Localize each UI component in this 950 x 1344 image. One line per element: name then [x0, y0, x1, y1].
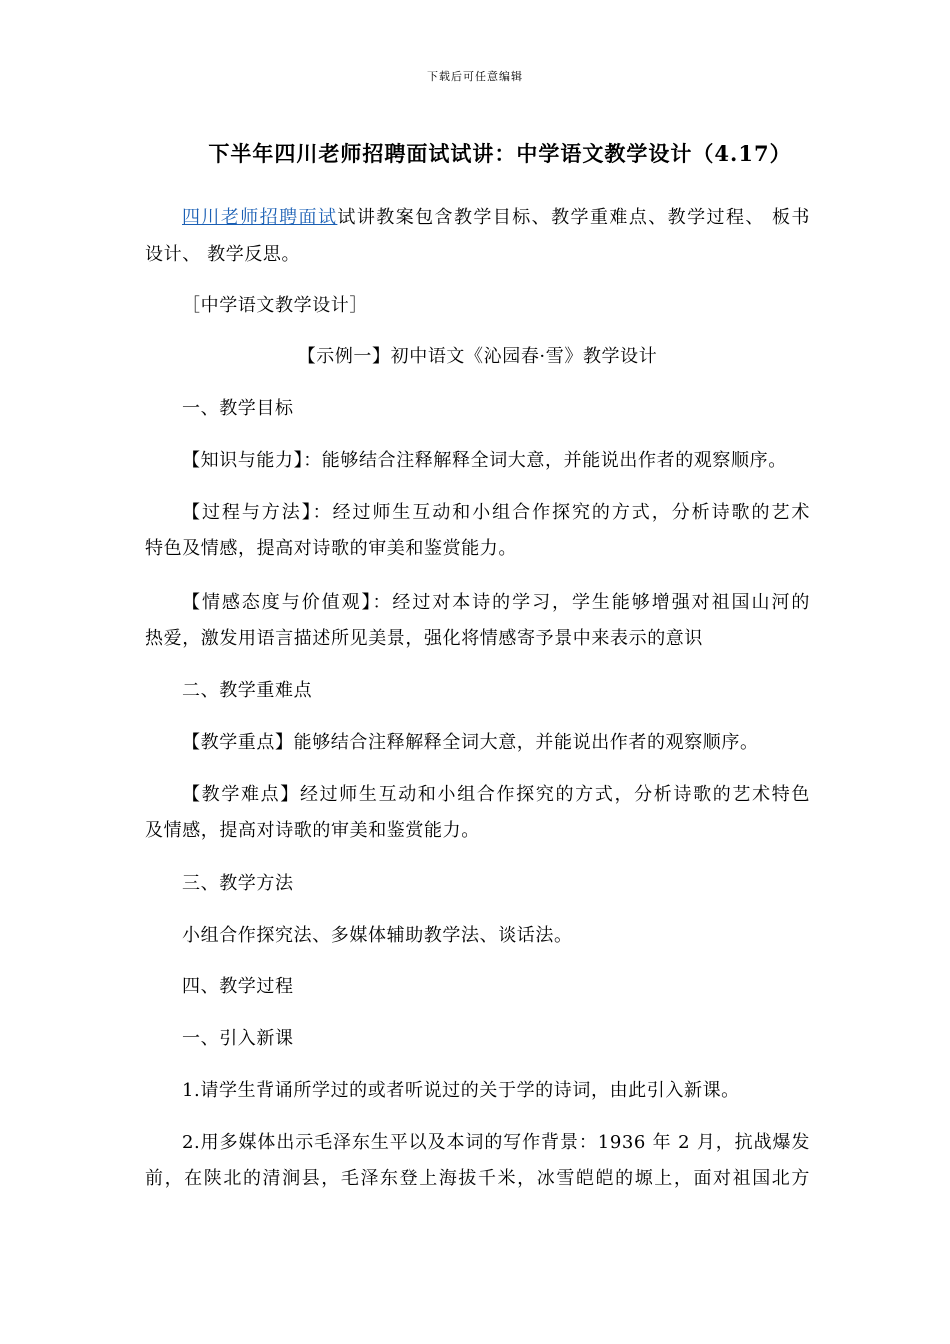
section-label: ［中学语文教学设计］: [182, 295, 368, 316]
goal-process-line-1: 【过程与方法】：经过师生互动和小组合作探究的方式，分析诗歌的艺术: [182, 502, 810, 523]
intro-paragraph-line-2: 设计、 教学反思。: [145, 244, 301, 265]
goal-emotion-line-1: 【情感态度与价值观】：经过对本诗的学习，学生能够增强对祖国山河的: [182, 592, 810, 613]
process-step-2-line-1: 2.用多媒体出示毛泽东生平以及本词的写作背景：1936 年 2 月，抗战爆发: [182, 1132, 810, 1153]
goal-emotion-line-2: 热爱，激发用语言描述所见美景，强化将情感寄予景中来表示的意识: [145, 628, 703, 649]
goal-process-line-2: 特色及情感，提高对诗歌的审美和鉴赏能力。: [145, 538, 517, 559]
recruitment-interview-link[interactable]: 四川老师招聘面试: [182, 207, 338, 228]
example-title: 【示例一】初中语文《沁园春·雪》教学设计: [297, 346, 658, 367]
process-heading: 四、教学过程: [182, 976, 294, 997]
methods-text: 小组合作探究法、多媒体辅助教学法、谈话法。: [182, 925, 573, 946]
goals-heading: 一、教学目标: [182, 398, 294, 419]
intro-text: 试讲教案包含教学目标、教学重难点、教学过程、 板书: [337, 207, 810, 228]
key-point-focus: 【教学重点】能够结合注释解释全词大意，并能说出作者的观察顺序。: [182, 732, 759, 753]
key-point-difficulty-line-1: 【教学难点】经过师生互动和小组合作探究的方式，分析诗歌的艺术特色: [182, 784, 810, 805]
page-header-note: 下载后可任意编辑: [427, 70, 523, 83]
document-title: 下半年四川老师招聘面试试讲：中学语文教学设计（4.17）: [208, 141, 792, 166]
process-sub-heading: 一、引入新课: [182, 1028, 294, 1049]
process-step-1: 1.请学生背诵所学过的或者听说过的关于学的诗词，由此引入新课。: [182, 1080, 740, 1101]
intro-paragraph-line-1: [182, 200, 810, 236]
goal-knowledge: 【知识与能力】：能够结合注释解释全词大意，并能说出作者的观察顺序。: [182, 450, 787, 471]
process-step-2-line-2: 前，在陕北的清涧县，毛泽东登上海拔千米，冰雪皑皑的塬上，面对祖国北方: [145, 1168, 810, 1189]
key-points-heading: 二、教学重难点: [182, 680, 313, 701]
methods-heading: 三、教学方法: [182, 873, 294, 894]
key-point-difficulty-line-2: 及情感，提高对诗歌的审美和鉴赏能力。: [145, 820, 480, 841]
